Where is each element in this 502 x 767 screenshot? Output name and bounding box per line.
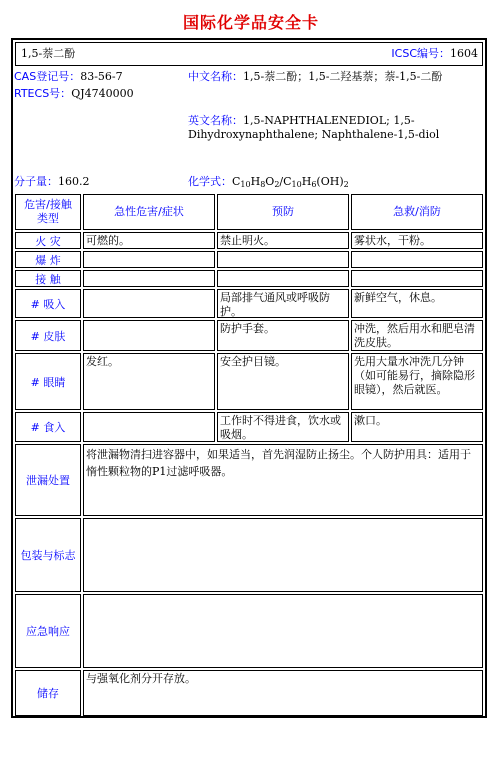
explosion-symptom [83,251,215,268]
section-text-emergency [83,594,483,668]
chemical-formula: $C_{10}H_8O_2/C_{10}H_6(OH)_2$ [232,175,349,189]
section-text-storage: 与强氧化剂分开存放。 [83,670,483,716]
inhalation-symptom [83,289,215,318]
cn-name-value: 1,5-萘二酚；1,5-二羟基萘；萘-1,5-二酚 [243,70,443,83]
en-name-value: 1,5-NAPHTHALENEDIOL; 1,5-Dihydroxynaphthalene; Naphthalene-1,5-diol [188,114,440,141]
contact-prevention [217,270,349,287]
chemical-name: 1,5-萘二酚 [21,47,76,60]
eyes-prevention: 安全护目镜。 [217,353,349,410]
col-header-type: 危害/接触类型 [15,194,81,230]
rtecs-line [14,87,134,101]
en-name-block [188,114,478,142]
section-label-storage: 储存 [15,670,81,716]
mw-label: 分子量： [14,175,58,188]
mw-value: 160.2 [58,175,90,188]
icsc-label: ICSC编号： [391,47,450,60]
en-name-label: 英文名称： [188,114,243,127]
cas-value: 83-56-7 [80,70,123,83]
eyes-symptom: 发红。 [83,353,215,410]
rtecs-value: QJ4740000 [71,87,134,100]
row-label-contact: 接 触 [15,270,81,287]
safety-card [11,38,487,718]
row-label-skin: # 皮肤 [15,320,81,351]
cn-name-block [188,70,478,84]
section-label-packaging: 包装与标志 [15,518,81,592]
col-header-prevention: 预防 [217,194,349,230]
fire-symptom: 可燃的。 [83,232,215,249]
rtecs-label: RTECS号： [14,87,72,100]
inhalation-prevention: 局部排气通风或呼吸防护。 [217,289,349,318]
explosion-prevention [217,251,349,268]
section-label-spill: 泄漏处置 [15,444,81,516]
formula-line [188,175,349,192]
fire-aid: 雾状水，干粉。 [351,232,483,249]
row-label-eyes: # 眼睛 [15,353,81,410]
eyes-aid: 先用大量水冲洗几分钟（如可能易行，摘除隐形眼镜），然后就医。 [351,353,483,410]
row-label-inhalation: # 吸入 [15,289,81,318]
contact-aid [351,270,483,287]
section-text-packaging [83,518,483,592]
formula-label: 化学式： [188,175,232,188]
row-label-fire: 火 灾 [15,232,81,249]
explosion-aid [351,251,483,268]
inhalation-aid: 新鲜空气，休息。 [351,289,483,318]
cn-name-label: 中文名称： [188,70,243,83]
fire-prevention: 禁止明火。 [217,232,349,249]
row-label-explosion: 爆 炸 [15,251,81,268]
cas-label: CAS登记号： [14,70,81,83]
icsc-number [391,47,478,61]
skin-aid: 冲洗，然后用水和肥皂清洗皮肤。 [351,320,483,351]
contact-symptom [83,270,215,287]
ingestion-symptom [83,412,215,442]
col-header-first-aid: 急救/消防 [351,194,483,230]
identification-block [13,68,485,194]
ingestion-aid: 漱口。 [351,412,483,442]
page-title: 国际化学品安全卡 [182,13,319,32]
ingestion-prevention: 工作时不得进食，饮水或吸烟。 [217,412,349,442]
skin-symptom [83,320,215,351]
cas-line [14,70,123,84]
section-label-emergency: 应急响应 [15,594,81,668]
row-label-ingestion: # 食入 [15,412,81,442]
name-header [15,42,483,66]
skin-prevention: 防护手套。 [217,320,349,351]
mw-line [14,175,90,189]
section-text-spill: 将泄漏物清扫进容器中，如果适当，首先润湿防止扬尘。个人防护用具：适用于惰性颗粒物的P1过滤呼吸器。 [83,444,483,516]
col-header-symptoms: 急性危害/症状 [83,194,215,230]
icsc-value: 1604 [450,47,478,60]
